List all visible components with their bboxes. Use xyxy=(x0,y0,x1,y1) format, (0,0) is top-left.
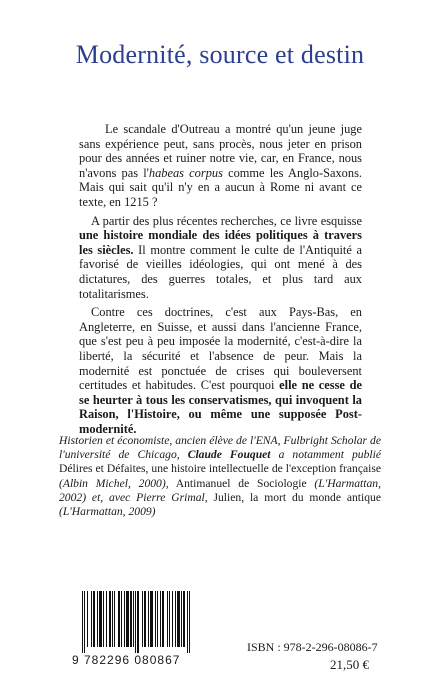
book-title: Modernité, source et destin xyxy=(75,40,365,69)
author-name: Claude Fouquet xyxy=(187,448,271,462)
barcode-bar xyxy=(82,591,83,653)
barcode-bar xyxy=(167,591,168,647)
barcode-bar xyxy=(112,591,113,647)
paragraph-3-bold: elle ne cesse de se heurter à tous les conservatismes, qui invoquent la Raison, l'Histoire, ou même une supposée Post-modernité. xyxy=(79,378,362,436)
author-bio: Historien et économiste, ancien élève de l'ENA, Fulbright Scholar de l'université de Chicago, Claude Fouquet a notamment publié Délires et Défaites, une histoire intellectuelle de l'exception française (Albin Michel, 2000), Antimanuel de Sociologie (L'Harmattan, 2002) et, avec Pierre Grimal, Julien, la mort du monde antique (L'Harmattan, 2009) xyxy=(59,434,381,519)
barcode-bar xyxy=(169,591,170,647)
barcode-bar xyxy=(160,591,161,647)
habeas-corpus-italic: habeas corpus xyxy=(148,165,223,180)
barcode-bar xyxy=(97,591,98,647)
barcode-bar xyxy=(148,591,149,647)
barcode-bar xyxy=(87,591,88,647)
barcode-number: 9 782296 080867 xyxy=(72,653,181,667)
barcode-bar xyxy=(124,591,125,647)
barcode-bar xyxy=(189,591,190,653)
barcode-bar xyxy=(144,591,146,647)
paragraph-1: Le scandale d'Outreau a montré qu'un jeune juge sans expérience peut, sans procès, nous jeter en prison pour des années et ruiner notre vie, car, en France, nous n'avons pas l'habeas corpus comme les Anglo-Saxons. Mais qui sait qu'il n'y en a aucun à Rome ni avant ce texte, en 1215 ? xyxy=(79,122,362,209)
barcode-bar xyxy=(93,591,95,647)
barcode-bar xyxy=(114,591,115,647)
barcode-bar xyxy=(106,591,107,647)
barcode-bar xyxy=(172,591,173,647)
barcode-bar xyxy=(187,591,188,653)
isbn: ISBN : 978-2-296-08086-7 xyxy=(247,640,378,654)
barcode-bar xyxy=(126,591,129,647)
barcode-bar xyxy=(162,591,164,647)
barcode-bars xyxy=(72,591,212,653)
barcode-bar xyxy=(181,591,182,647)
barcode-bar xyxy=(91,591,92,647)
barcode-bar xyxy=(135,591,136,653)
barcode xyxy=(72,591,212,681)
barcode-bar xyxy=(155,591,156,647)
barcode-bar xyxy=(177,591,180,647)
barcode-bar xyxy=(150,591,153,647)
barcode-bar xyxy=(137,591,139,653)
paragraph-3: Contre ces doctrines, c'est aux Pays-Bas, en Angleterre, en Suisse, et aussi dans l'ancienne France, que s'est peu à peu imposée la modernité, c'est-à-dire la liberté, la sécurité et l'absence de peur. Mais la modernité est ponctuée de crises qui bouleversent certitudes et habitudes. C'est pourquoi elle ne cesse de se heurter à tous les conservatismes, qui invoquent la Raison, l'Histoire, ou même une supposée Post-modernité. xyxy=(79,305,362,436)
barcode-bar xyxy=(84,591,85,653)
barcode-bar xyxy=(183,591,185,647)
paragraph-2-bold: une histoire mondiale des idées politiques à travers les siècles. xyxy=(79,228,362,257)
barcode-bar xyxy=(142,591,143,647)
barcode-bar xyxy=(118,591,120,647)
barcode-bar xyxy=(109,591,111,647)
paragraph-2: A partir des plus récentes recherches, ce livre esquisse une histoire mondiale des idées politiques à travers les siècles. Il montre comment le culte de l'Antiquité a favorisé de vieilles idéologies, qui ont mené à des dictatures, des guerres totales, et plus tard aux totalitarismes. xyxy=(79,213,362,301)
barcode-bar xyxy=(133,591,134,647)
barcode-bar xyxy=(130,591,132,647)
barcode-bar xyxy=(157,591,158,647)
barcode-bar xyxy=(121,591,122,647)
back-cover-text xyxy=(79,122,362,440)
barcode-bar xyxy=(99,591,102,647)
price: 21,50 € xyxy=(330,657,369,672)
barcode-bar xyxy=(175,591,176,647)
barcode-bar xyxy=(103,591,104,647)
